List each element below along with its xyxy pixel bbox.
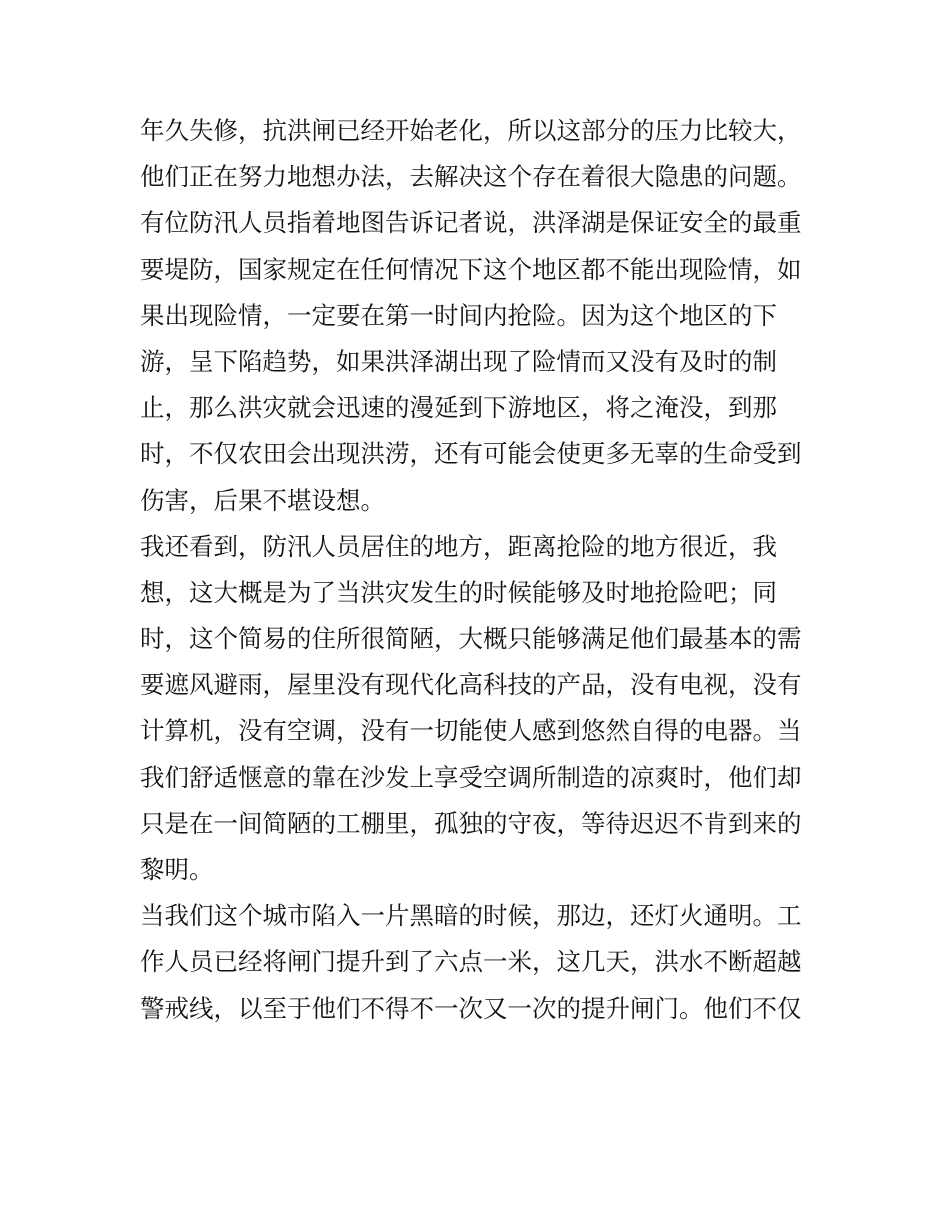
- text-line: 警戒线，以至于他们不得不一次又一次的提升闸门。他们不仅: [140, 993, 802, 1023]
- text-line: 时，这个简易的住所很简陋，大概只能够满足他们最基本的需: [140, 624, 802, 654]
- text-line: 止，那么洪灾就会迅速的漫延到下游地区，将之淹没，到那: [140, 393, 777, 423]
- text-line: 果出现险情，一定要在第一时间内抢险。因为这个地区的下: [140, 300, 777, 330]
- text-line: 作人员已经将闸门提升到了六点一米，这几天，洪水不断超越: [140, 947, 802, 977]
- text-line: 他们正在努力地想办法，去解决这个存在着很大隐患的问题。: [140, 162, 802, 192]
- text-line: 伤害，后果不堪设想。: [140, 485, 385, 515]
- text-line: 年久失修，抗洪闸已经开始老化，所以这部分的压力比较大，: [140, 116, 802, 145]
- text-line: 游，呈下陷趋势，如果洪泽湖出现了险情而又没有及时的制: [140, 346, 777, 376]
- text-line: 我还看到，防汛人员居住的地方，距离抢险的地方很近，我: [140, 531, 777, 561]
- text-line: 要遮风避雨，屋里没有现代化高科技的产品，没有电视，没有: [140, 670, 802, 700]
- text-line: 时，不仅农田会出现洪涝，还有可能会使更多无辜的生命受到: [140, 439, 802, 469]
- text-line: 有位防汛人员指着地图告诉记者说，洪泽湖是保证安全的最重: [140, 208, 802, 238]
- text-line: 当我们这个城市陷入一片黑暗的时候，那边，还灯火通明。工: [140, 901, 802, 931]
- text-line: 我们舒适惬意的靠在沙发上享受空调所制造的凉爽时，他们却: [140, 762, 802, 792]
- text-line: 黎明。: [140, 855, 214, 884]
- text-line: 计算机，没有空调，没有一切能使人感到悠然自得的电器。当: [140, 716, 802, 746]
- body-text: [140, 108, 830, 1032]
- text-line: 要堤防，国家规定在任何情况下这个地区都不能出现险情，如: [140, 254, 802, 284]
- text-line: 想，这大概是为了当洪灾发生的时候能够及时地抢险吧；同: [140, 577, 777, 607]
- text-line: 只是在一间简陋的工棚里，孤独的守夜，等待迟迟不肯到来的: [140, 808, 802, 838]
